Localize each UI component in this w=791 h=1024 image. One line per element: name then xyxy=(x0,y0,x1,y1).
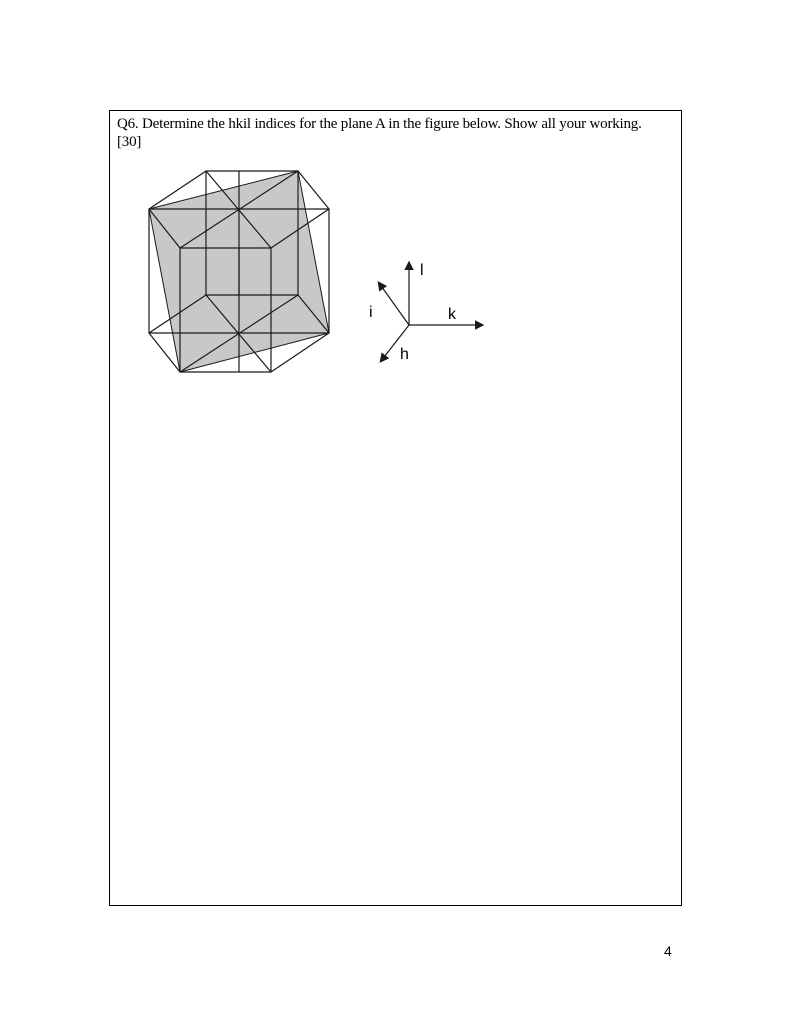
hexagonal-prism-figure xyxy=(138,161,368,391)
page-number: 4 xyxy=(664,943,672,959)
i-axis-label: i xyxy=(369,304,373,321)
i-axis xyxy=(379,283,409,325)
axes-diagram xyxy=(360,251,500,371)
k-axis-label: k xyxy=(448,306,456,323)
question-text: Q6. Determine the hkil indices for the plane A in the figure below. Show all your working. [30] xyxy=(117,116,642,150)
h-axis-label: h xyxy=(400,346,409,363)
question-box xyxy=(109,110,682,906)
l-axis-label: l xyxy=(420,262,424,279)
